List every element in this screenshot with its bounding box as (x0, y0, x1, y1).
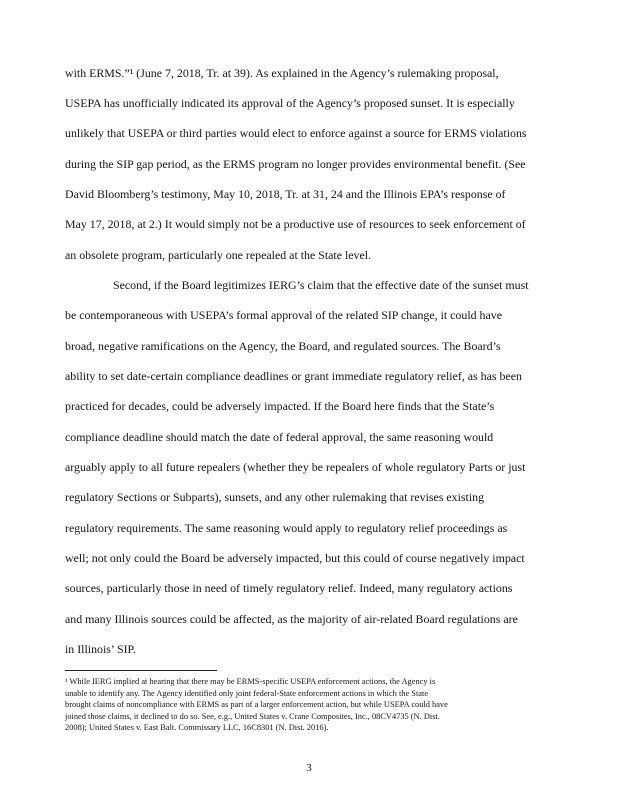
body-line-6: May 17, 2018, at 2.) It would simply not be a productive use of resources to seek enforcement of (65, 217, 526, 231)
body-line-12: practiced for decades, could be adversely impacted. If the Board here finds that the State’s (65, 399, 495, 413)
body-line-8: Second, if the Board legitimizes IERG’s claim that the effective date of the sunset must (113, 278, 529, 292)
body-line-4: during the SIP gap period, as the ERMS program no longer provides environmental benefit. (See (65, 157, 526, 171)
body-line-13: compliance deadline should match the date of federal approval, the same reasoning would (65, 430, 494, 444)
body-line-20: in Illinois’ SIP. (65, 642, 136, 656)
footnote-divider (65, 670, 217, 671)
body-line-9: be contemporaneous with USEPA’s formal approval of the related SIP change, it could have (65, 308, 502, 322)
body-line-11: ability to set date-certain compliance deadlines or grant immediate regulatory relief, as has been (65, 369, 522, 383)
page-number: 3 (306, 762, 312, 774)
body-line-5: David Bloomberg’s testimony, May 10, 2018, Tr. at 31, 24 and the Illinois EPA’s response of (65, 187, 506, 201)
body-line-2: USEPA has unofficially indicated its approval of the Agency’s proposed sunset. It is especially (65, 96, 515, 110)
body-line-14: arguably apply to all future repealers (whether they be repealers of whole regulatory Parts or just (65, 460, 526, 474)
footnote-line-5: 2008); United States v. East Balt. Commissary LLC, 16C8301 (N. Dist. 2016). (65, 723, 329, 732)
body-line-1: with ERMS.”¹ (June 7, 2018, Tr. at 39). As explained in the Agency’s rulemaking proposal, (65, 66, 499, 80)
body-line-3: unlikely that USEPA or third parties would elect to enforce against a source for ERMS violations (65, 126, 527, 140)
body-line-16: regulatory requirements. The same reasoning would apply to regulatory relief proceedings as (65, 521, 508, 535)
body-line-15: regulatory Sections or Subparts), sunsets, and any other rulemaking that revises existing (65, 490, 485, 504)
footnote-line-3: brought claims of noncompliance with ERMS as part of a larger enforcement action, but while USEPA could have (65, 700, 448, 709)
footnote-line-4: joined those claims, it declined to do so. See, e.g., United States v. Crane Composites, Inc., 08CV4735 (N. Dist. (65, 712, 440, 721)
body-line-18: sources, particularly those in need of timely regulatory relief. Indeed, many regulatory actions (65, 581, 513, 595)
body-line-19: and many Illinois sources could be affected, as the majority of air-related Board regulations are (65, 612, 518, 626)
footnote-line-1: ¹ While IERG implied at hearing that there may be ERMS-specific USEPA enforcement actions, the Agency is (65, 677, 436, 686)
body-line-7: an obsolete program, particularly one repealed at the State level. (65, 248, 372, 262)
footnote-line-2: unable to identify any. The Agency identified only joint federal-State enforcement actions in which the State (65, 689, 429, 698)
body-line-17: well; not only could the Board be adversely impacted, but this could of course negatively impact (65, 551, 525, 565)
body-line-10: broad, negative ramifications on the Agency, the Board, and regulated sources. The Board’s (65, 339, 501, 353)
